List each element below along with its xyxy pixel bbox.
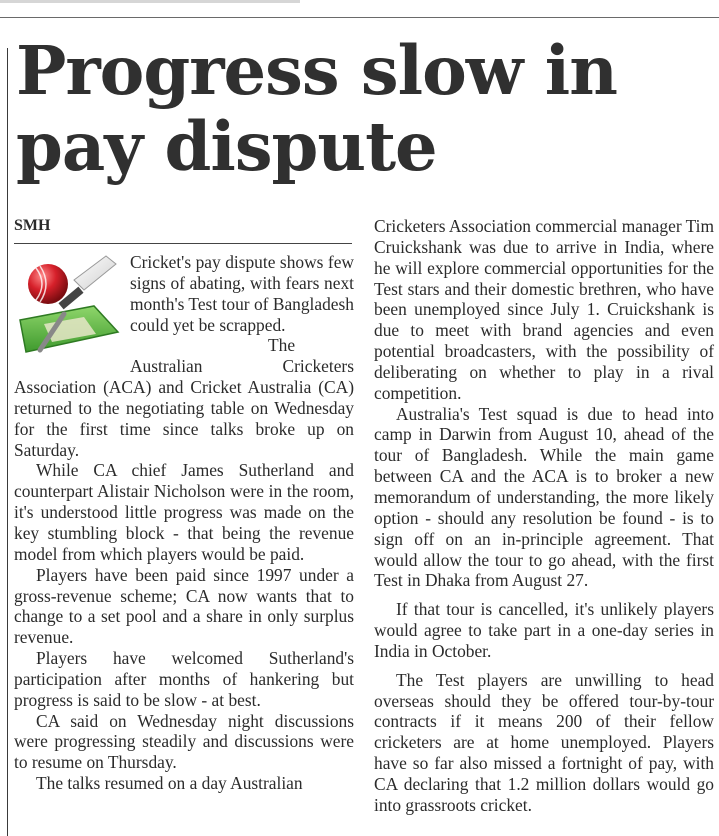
article-paragraph: CA said on Wednesday night discussions were progressing steadily and discussions were to resume on Thursday. (14, 710, 354, 773)
article-paragraph: Australia's Test squad is due to head into camp in Darwin from August 10, ahead of the tour of Bangladesh. While the main game between CA and the ACA is to broker a new memorandum of understanding, the more likely option - should any resolution be found - is to sign off on an in-principle agreement. That would allow the tour to go ahead, with the first Test in Dhaka from August 27. (374, 403, 714, 591)
article-paragraph: The Australian Cricketers Association (ACA) and Cricket Australia (CA) returned to the negotiating table on Wednesday for the first time since talks broke up on Saturday. (14, 335, 354, 460)
byline: SMH (14, 217, 51, 234)
article-paragraph: While CA chief James Sutherland and counterpart Alistair Nicholson were in the room, it's understood little progress was made on the key stumbling block - that being the revenue model from which players would be paid. (14, 460, 354, 564)
article-paragraph: Cricket's pay dispute shows few signs of abating, with fears next month's Test tour of Bangladesh could yet be scrapped. (130, 252, 354, 335)
article-paragraph: The Test players are unwilling to head overseas should they be offered tour-by-tour contracts if it means 200 of their fellow cricketers are at home unemployed. Players have so far also missed a fortnight of pay, with CA declaring that 1.2 million dollars would go into grassroots cricket. (374, 669, 714, 815)
top-decorative-bar (0, 0, 300, 3)
article-paragraph: The talks resumed on a day Australian (36, 773, 303, 794)
headline: Progress slow in pay dispute (16, 31, 617, 186)
article-paragraph: Players have been paid since 1997 under a gross-revenue scheme; CA now wants that to change to a set pool and a share in only surplus revenue. (14, 564, 354, 648)
article-column-1 (14, 252, 354, 794)
article-paragraph: If that tour is cancelled, it's unlikely players would agree to take part in a one-day series in India in October. (374, 599, 714, 661)
byline-rule (14, 243, 352, 244)
article-column-2 (374, 216, 714, 816)
cricket-ball-bat-pitch-icon (14, 254, 122, 358)
column-margin-rule (7, 48, 8, 836)
article-paragraph: Cricketers Association commercial manager Tim Cruickshank was due to arrive in India, where he will explore commercial opportunities for the Test stars and their domestic brethren, who have been unemployed since July 1. Cruickshank is due to meet with brand agencies and even potential broadcasters, with the possibility of deliberating on whether to play in a rival competition. (374, 216, 715, 403)
article-paragraph: Players have welcomed Sutherland's participation after months of hankering but progress is said to be slow - at best. (14, 648, 354, 710)
header-rule (0, 17, 719, 18)
